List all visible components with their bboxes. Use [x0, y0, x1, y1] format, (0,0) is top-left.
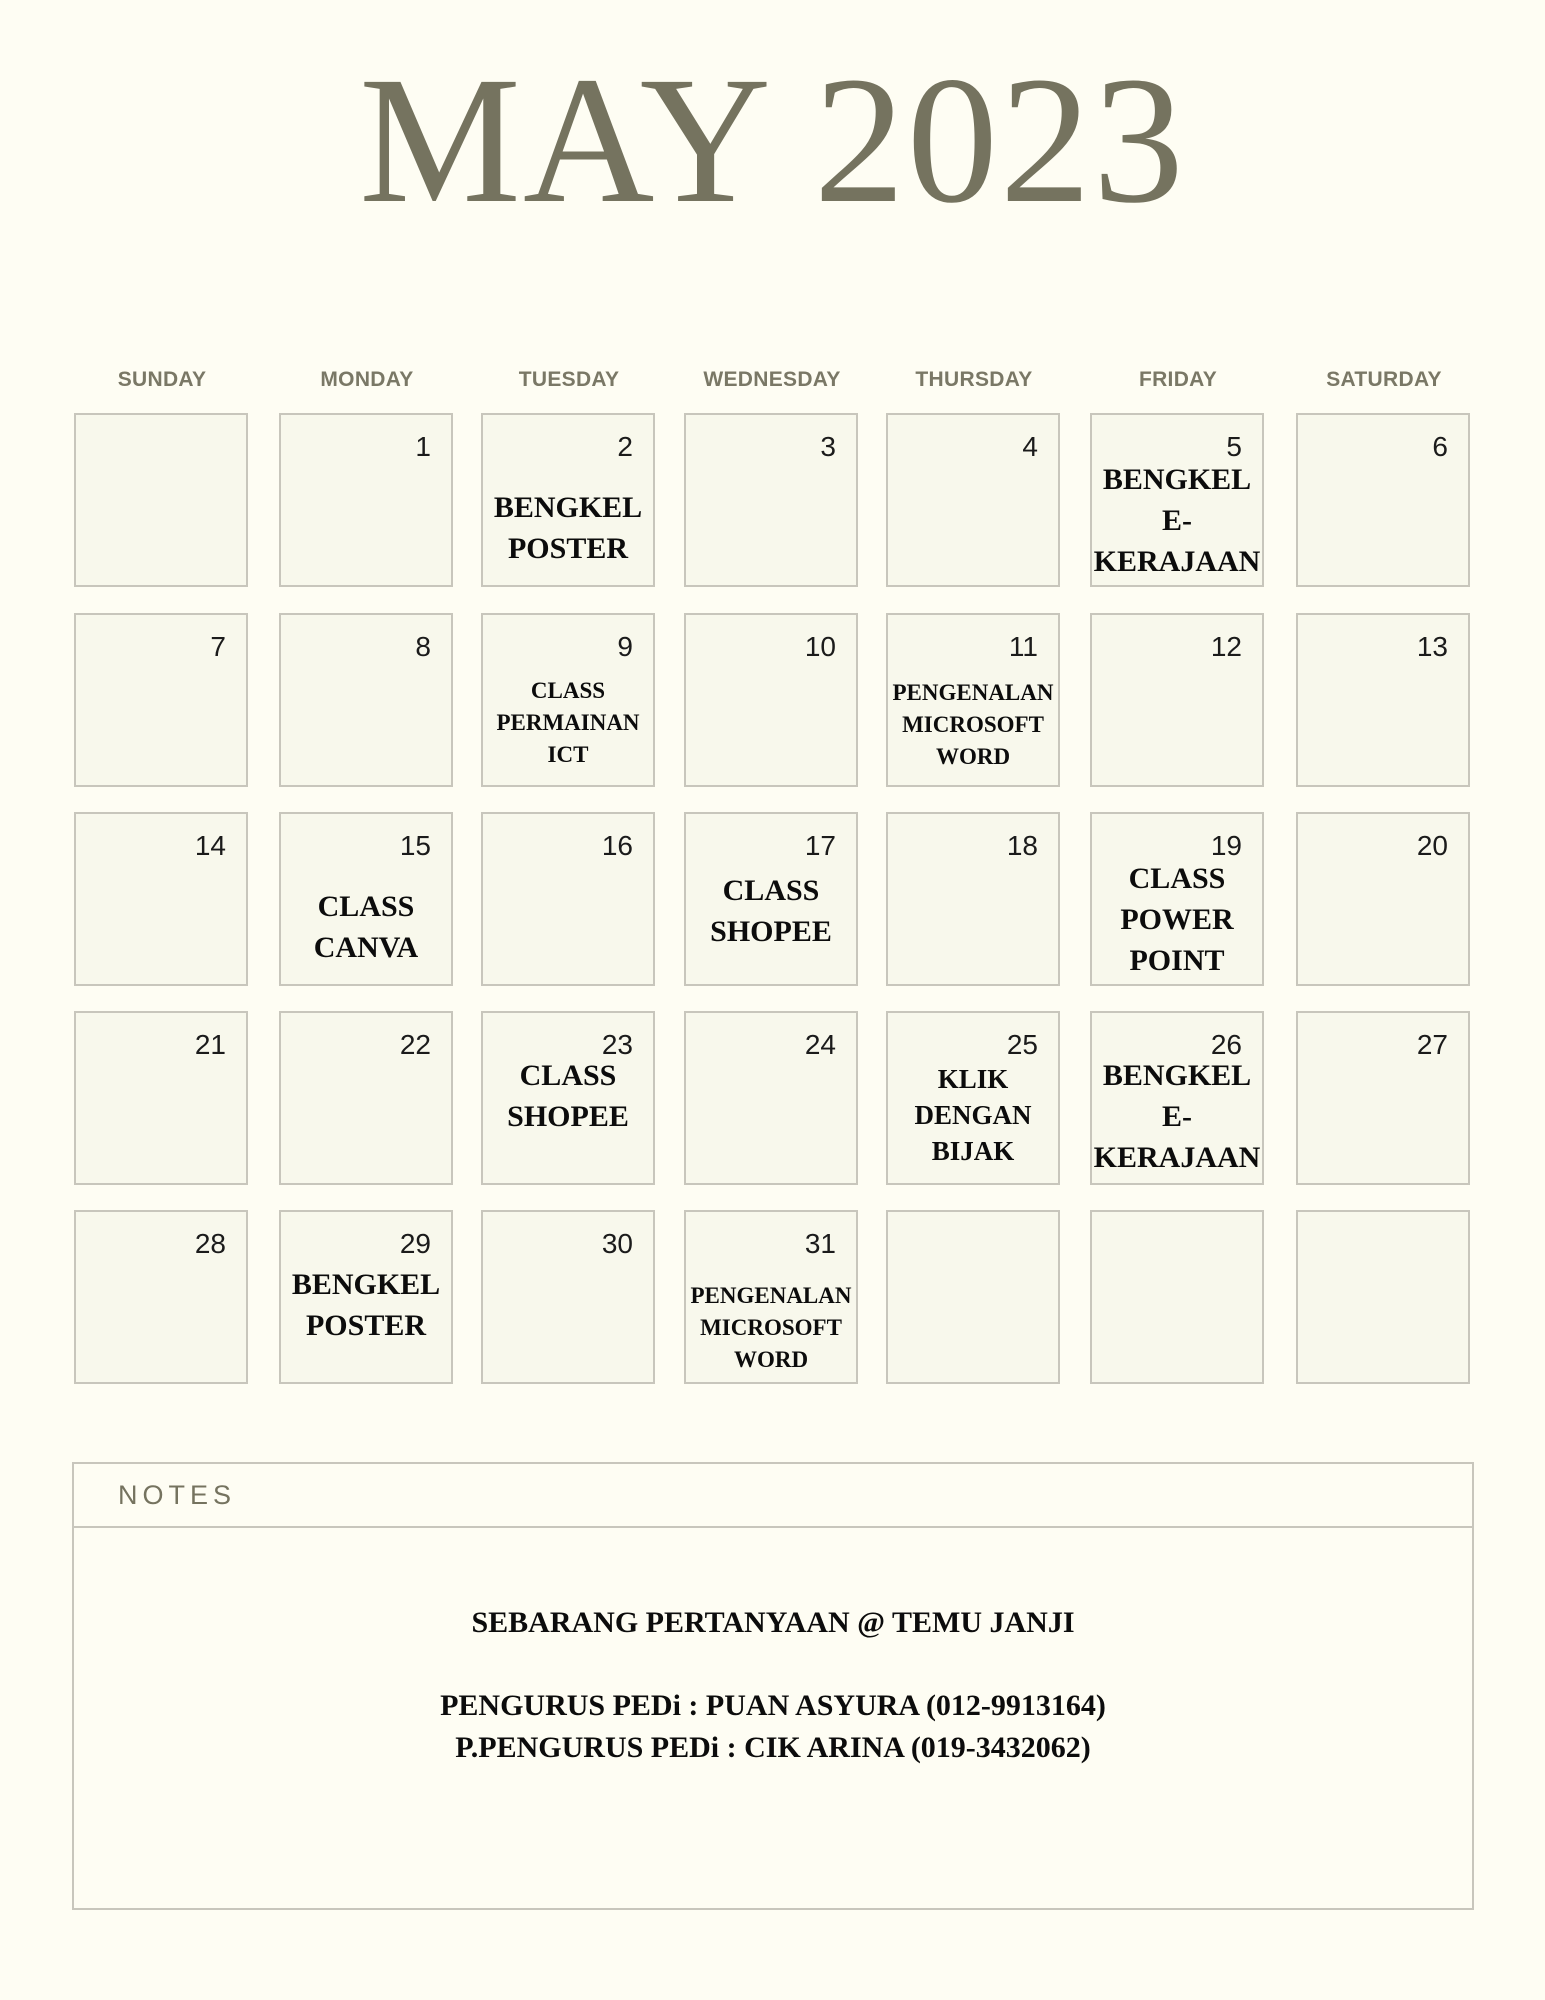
calendar-day-cell: [886, 1011, 1060, 1185]
day-number: 10: [804, 631, 836, 662]
calendar-day-cell: [74, 1210, 248, 1384]
day-number: 28: [194, 1228, 226, 1259]
calendar-day-cell: [481, 613, 655, 787]
day-event: BENGKEL POSTER: [291, 1268, 441, 1342]
day-number: 24: [804, 1029, 836, 1060]
weekday-tuesday: TUESDAY: [518, 368, 620, 391]
day-event: CLASS SHOPEE: [507, 1059, 629, 1133]
day-number: 4: [1022, 431, 1038, 462]
day-number: 13: [1416, 631, 1448, 662]
calendar-day-cell: [1296, 1011, 1470, 1185]
notes-line: PENGURUS PEDi : PUAN ASYURA (012-9913164): [440, 1689, 1106, 1722]
day-number: 15: [399, 830, 431, 861]
day-event: BENGKEL E- KERAJAAN: [1093, 1059, 1261, 1174]
notes-box: [72, 1462, 1474, 1910]
day-number: 7: [210, 631, 226, 662]
page-title: MAY 2023: [359, 40, 1186, 241]
calendar-day-cell: [1296, 413, 1470, 587]
calendar-day-cell: [684, 1210, 858, 1384]
calendar-day-cell: [1090, 413, 1264, 587]
calendar-day-cell: [886, 812, 1060, 986]
day-event: CLASS SHOPEE: [710, 874, 832, 948]
calendar-day-cell: [1296, 1210, 1470, 1384]
day-number: 30: [601, 1228, 633, 1259]
calendar-day-cell: [481, 1210, 655, 1384]
day-number: 20: [1416, 830, 1448, 861]
calendar-day-cell: [74, 812, 248, 986]
day-number: 22: [399, 1029, 431, 1060]
day-number: 14: [194, 830, 226, 861]
notes-label: NOTES: [74, 1464, 1472, 1528]
day-number: 1: [415, 431, 431, 462]
day-number: 5: [1226, 431, 1242, 462]
weekday-friday: FRIDAY: [1138, 368, 1218, 391]
day-event: PENGENALAN MICROSOFT WORD: [690, 1283, 852, 1372]
day-number: 12: [1210, 631, 1242, 662]
day-number: 27: [1416, 1029, 1448, 1060]
day-event: CLASS PERMAINAN ICT: [496, 678, 640, 767]
day-number: 3: [820, 431, 836, 462]
day-number: 17: [804, 830, 836, 861]
day-number: 21: [194, 1029, 226, 1060]
calendar-day-cell: [886, 613, 1060, 787]
day-event: BENGKEL POSTER: [493, 491, 643, 565]
calendar-day-cell: [279, 812, 453, 986]
calendar-day-cell: [74, 413, 248, 587]
calendar-day-cell: [1090, 812, 1264, 986]
calendar-day-cell: [684, 812, 858, 986]
day-number: 18: [1006, 830, 1038, 861]
calendar-day-cell: [1090, 1210, 1264, 1384]
calendar-day-cell: [1296, 812, 1470, 986]
day-event: BENGKEL E- KERAJAAN: [1093, 463, 1261, 578]
calendar-day-cell: [481, 413, 655, 587]
calendar-day-cell: [279, 413, 453, 587]
calendar-day-cell: [886, 1210, 1060, 1384]
calendar-day-cell: [481, 1011, 655, 1185]
calendar-day-cell: [886, 413, 1060, 587]
day-event: CLASS CANVA: [313, 890, 419, 964]
day-number: 16: [601, 830, 633, 861]
day-number: 6: [1432, 431, 1448, 462]
calendar-day-cell: [1296, 613, 1470, 787]
calendar-day-cell: [279, 1011, 453, 1185]
day-number: 8: [415, 631, 431, 662]
calendar-day-cell: [74, 613, 248, 787]
day-event: KLIK DENGAN BIJAK: [914, 1064, 1032, 1166]
day-number: 25: [1006, 1029, 1038, 1060]
calendar-day-cell: [74, 1011, 248, 1185]
calendar-day-cell: [1090, 1011, 1264, 1185]
calendar-day-cell: [279, 613, 453, 787]
calendar-day-cell: [481, 812, 655, 986]
day-number: 11: [1008, 631, 1038, 662]
weekday-sunday: SUNDAY: [117, 368, 207, 391]
weekday-thursday: THURSDAY: [915, 368, 1033, 391]
day-event: PENGENALAN MICROSOFT WORD: [892, 680, 1054, 769]
calendar-day-cell: [1090, 613, 1264, 787]
weekday-monday: MONDAY: [320, 368, 414, 391]
day-number: 23: [601, 1029, 633, 1060]
day-number: 26: [1210, 1029, 1242, 1060]
weekday-wednesday: WEDNESDAY: [703, 368, 841, 391]
calendar-day-cell: [279, 1210, 453, 1384]
weekday-saturday: SATURDAY: [1326, 368, 1442, 391]
day-event: CLASS POWER POINT: [1120, 862, 1234, 977]
notes-line: SEBARANG PERTANYAAN @ TEMU JANJI: [471, 1606, 1075, 1639]
day-number: 29: [399, 1228, 431, 1259]
day-number: 2: [617, 431, 633, 462]
notes-line: P.PENGURUS PEDi : CIK ARINA (019-3432062): [455, 1731, 1091, 1764]
day-number: 31: [804, 1228, 836, 1259]
day-number: 9: [617, 631, 633, 662]
calendar-day-cell: [684, 1011, 858, 1185]
calendar-day-cell: [684, 613, 858, 787]
day-number: 19: [1210, 830, 1242, 861]
calendar-day-cell: [684, 413, 858, 587]
